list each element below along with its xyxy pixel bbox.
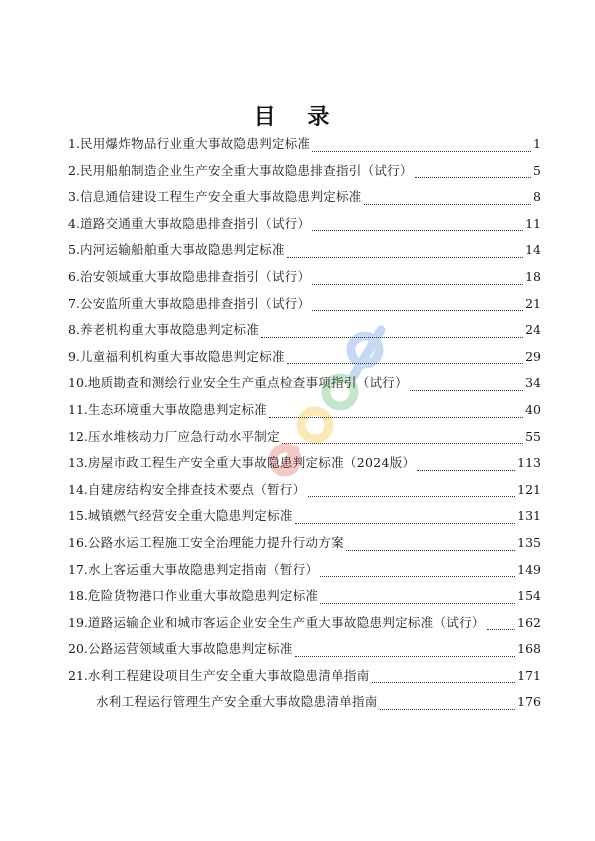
toc-entry[interactable] [68,320,541,347]
toc-entry-page-number: 162 [517,614,541,630]
toc-entry-number: 17. [68,561,88,577]
toc-entry-number: 13. [68,455,88,471]
toc-entry-title: 地质勘查和测绘行业安全生产重点检查事项指引（试行） [87,375,408,391]
toc-leader-dots [320,602,515,604]
toc-entry-title: 自建房结构安全排查技术要点（暂行） [87,481,306,497]
toc-entry[interactable] [68,560,541,587]
toc-entry[interactable] [68,187,541,214]
toc-entry-title: 儿童福利机构重大事故隐患判定标准 [79,348,285,364]
toc-entry-page-number: 34 [525,375,541,391]
toc-leader-dots [372,681,516,683]
toc-entry[interactable] [68,267,541,294]
toc-entry-number: 3. [68,189,80,205]
toc-entry-number: 10. [68,375,88,391]
toc-entry-title: 危险货物港口作业重大事故隐患判定标准 [87,588,319,604]
toc-entry-number: 7. [68,295,80,311]
toc-leader-dots [417,469,515,471]
toc-entry-title: 公路水运工程施工安全治理能力提升行动方案 [87,534,344,550]
toc-entry-page-number: 18 [525,268,541,284]
toc-entry-title: 养老机构重大事故隐患判定标准 [79,322,260,338]
toc-entry-title: 水上客运重大事故隐患判定指南（暂行） [87,561,319,577]
toc-entry[interactable] [68,586,541,613]
toc-entry-page-number: 8 [533,189,541,205]
toc-entry-title: 压水堆核动力厂应急行动水平制定 [87,428,280,444]
toc-entry-title: 治安领域重大事故隐患排查指引（试行） [79,268,311,284]
toc-entry[interactable] [68,347,541,374]
toc-entry[interactable] [68,294,541,321]
toc-entry-page-number: 113 [517,455,541,471]
toc-entry-number: 14. [68,481,88,497]
toc-leader-dots [312,229,523,231]
toc-entry-number: 18. [68,588,88,604]
toc-entry-title: 生态环境重大事故隐患判定标准 [87,401,268,417]
toc-entry[interactable] [68,533,541,560]
toc-leader-dots [312,283,523,285]
toc-leader-dots [287,256,523,258]
toc-entry[interactable] [68,506,541,533]
toc-entry-number: 9. [68,348,80,364]
toc-leader-dots [295,522,515,524]
toc-entry[interactable] [68,134,541,161]
toc-entry-page-number: 121 [517,481,541,497]
toc-entry-number: 4. [68,215,80,231]
toc-entry-title: 民用船舶制造企业生产安全重大事故隐患排查指引（试行） [79,162,413,178]
toc-entry-number: 5. [68,242,80,258]
table-of-contents [68,134,541,719]
toc-entry-title: 公安监所重大事故隐患排查指引（试行） [79,295,311,311]
toc-leader-dots [346,549,515,551]
toc-leader-dots [312,309,523,311]
toc-leader-dots [410,389,523,391]
toc-leader-dots [415,176,531,178]
toc-entry-page-number: 5 [533,162,541,178]
toc-entry-page-number: 131 [517,508,541,524]
toc-entry[interactable] [68,613,541,640]
toc-entry-number: 1. [68,136,80,151]
toc-leader-dots [308,495,516,497]
toc-entry-page-number: 171 [517,667,541,683]
toc-leader-dots [364,203,532,205]
toc-entry-number: 21. [68,667,88,683]
toc-entry-title: 公路运营领域重大事故隐患判定标准 [87,641,293,657]
toc-entry-title: 水利工程建设项目生产安全重大事故隐患清单指南 [87,667,370,683]
toc-entry-page-number: 11 [525,215,541,231]
toc-entry[interactable] [68,480,541,507]
toc-entry[interactable] [68,692,541,719]
toc-entry-page-number: 24 [525,322,541,338]
page-title: 目 录 [253,105,342,130]
toc-entry-page-number: 55 [525,428,541,444]
toc-entry-page-number: 29 [525,348,541,364]
toc-leader-dots [380,708,516,710]
toc-entry[interactable] [68,639,541,666]
toc-entry-title: 内河运输船舶重大事故隐患判定标准 [79,242,285,258]
toc-entry[interactable] [68,427,541,454]
toc-entry[interactable] [68,161,541,188]
toc-entry-number: 8. [68,322,80,338]
toc-entry-page-number: 21 [525,295,541,311]
toc-entry[interactable] [68,240,541,267]
toc-entry[interactable] [68,214,541,241]
toc-entry-number: 11. [68,401,88,417]
toc-entry-number: 2. [68,162,80,178]
toc-leader-dots [261,336,523,338]
toc-entry-page-number: 154 [517,588,541,604]
toc-leader-dots [269,416,523,418]
toc-entry-page-number: 149 [517,561,541,577]
toc-leader-dots [312,150,531,152]
toc-entry-title: 道路交通重大事故隐患排查指引（试行） [79,215,311,231]
toc-entry-page-number: 168 [517,641,541,657]
toc-entry-page-number: 40 [525,401,541,417]
toc-leader-dots [287,362,523,364]
toc-entry-page-number: 1 [533,136,541,151]
toc-entry-number: 15. [68,508,88,524]
toc-entry-title: 房屋市政工程生产安全重大事故隐患判定标准（2024版） [87,455,416,471]
toc-entry-title: 水利工程运行管理生产安全重大事故隐患清单指南 [96,694,378,710]
toc-entry-title: 民用爆炸物品行业重大事故隐患判定标准 [79,136,311,151]
toc-entry-number: 19. [68,614,88,630]
toc-entry-number: 16. [68,534,88,550]
toc-entry-number: 12. [68,428,88,444]
toc-entry-page-number: 14 [525,242,541,258]
toc-entry[interactable] [68,666,541,693]
toc-entry-title: 城镇燃气经营安全重大隐患判定标准 [87,508,293,524]
toc-entry[interactable] [68,453,541,480]
toc-entry-number: 6. [68,268,80,284]
toc-entry-title: 信息通信建设工程生产安全重大事故隐患判定标准 [79,189,362,205]
toc-entry-number: 20. [68,641,88,657]
toc-leader-dots [320,575,515,577]
toc-entry[interactable] [68,400,541,427]
toc-leader-dots [295,655,515,657]
toc-entry-title: 道路运输企业和城市客运企业安全生产重大事故隐患判定标准（试行） [87,614,485,630]
toc-entry-page-number: 176 [517,694,541,710]
toc-leader-dots [487,628,515,630]
toc-entry[interactable] [68,373,541,400]
toc-leader-dots [282,442,523,444]
toc-entry-page-number: 135 [517,534,541,550]
